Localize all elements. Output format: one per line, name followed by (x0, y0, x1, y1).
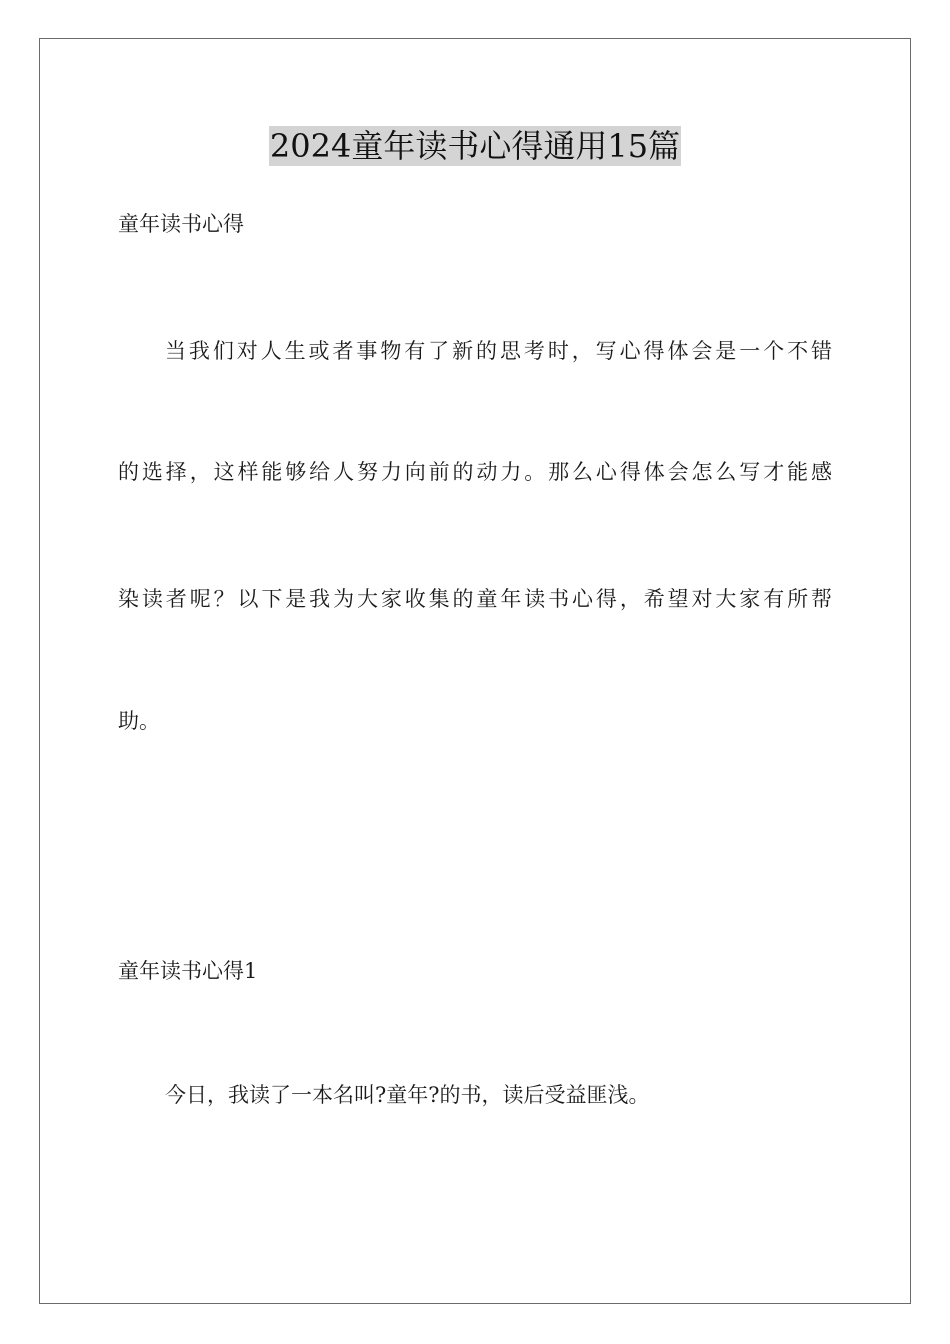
intro-paragraph-line-3: 染读者呢？以下是我为大家收集的童年读书心得，希望对大家有所帮 (118, 587, 832, 611)
intro-paragraph-line-1: 当我们对人生或者事物有了新的思考时，写心得体会是一个不错 (165, 339, 832, 363)
section-heading: 童年读书心得 (118, 212, 244, 236)
title-container (0, 126, 950, 166)
intro-paragraph-line-2: 的选择，这样能够给人努力向前的动力。那么心得体会怎么写才能感 (118, 460, 832, 484)
intro-paragraph-line-4: 助。 (118, 709, 160, 733)
document-title: 2024童年读书心得通用15篇 (269, 127, 681, 165)
essay-first-line: 今日，我读了一本名叫?童年?的书，读后受益匪浅。 (165, 1083, 650, 1107)
essay-heading: 童年读书心得1 (118, 959, 258, 983)
